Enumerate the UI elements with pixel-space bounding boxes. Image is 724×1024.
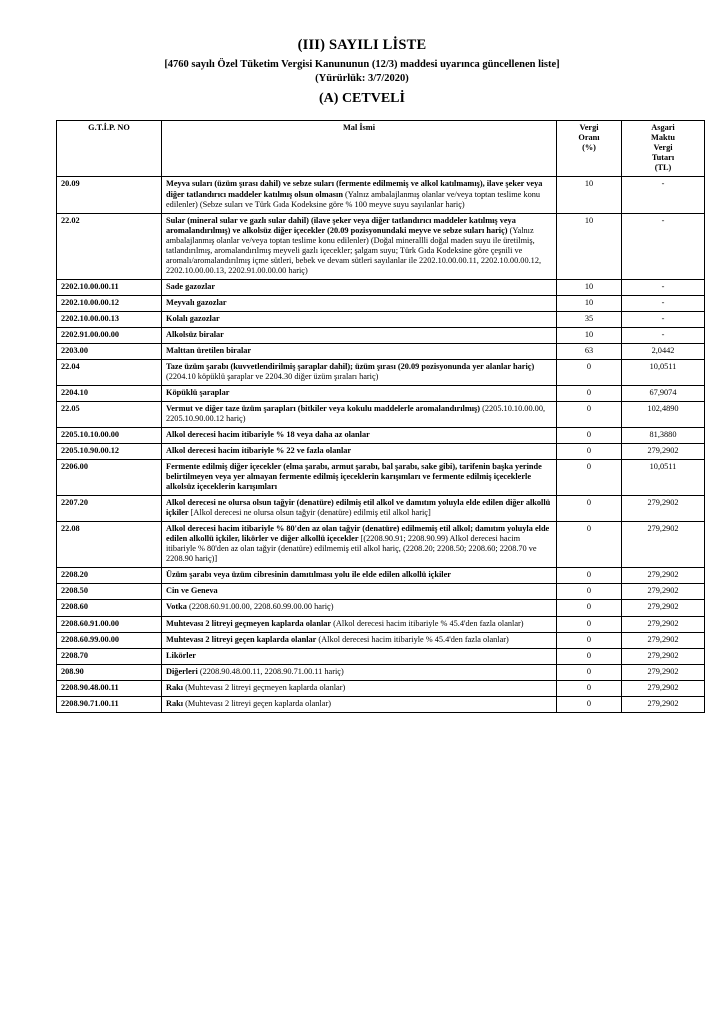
product-name-bold: Alkol derecesi hacim itibariyle % 80'den az olan tağyir (denatüre) edilmemiş etil alkol; damıtım yoluyla elde edilen alkollü içkiler, likörler ve diğer alkollü içecekler [166,524,550,544]
cell-min-fixed-tax: 279,2902 [622,664,705,680]
cell-gtip: 2208.90.48.00.11 [57,680,162,696]
table-row [57,496,705,522]
table-row [57,444,705,460]
cell-product-name [162,568,557,584]
table-row [57,428,705,444]
cell-product-name [162,428,557,444]
table-row [57,460,705,496]
cell-min-fixed-tax: - [622,327,705,343]
product-name-bold: Alkolsüz biralar [166,329,224,339]
document-header [56,36,668,108]
column-header-tax-rate-line3: (%) [582,143,596,153]
table-row [57,359,705,385]
cell-product-name [162,496,557,522]
product-name-bold: Votka [166,602,187,612]
column-header-product-name: Mal İsmi [162,121,557,177]
cell-gtip: 2202.10.00.00.12 [57,295,162,311]
product-name-bold: Muhtevası 2 litreyi geçmeyen kaplarda olanlar [166,618,332,628]
cell-tax-rate: 0 [557,600,622,616]
table-row [57,648,705,664]
product-name-note: (Alkol derecesi hacim itibariyle % 45.4'den fazla olanlar) [318,634,509,644]
table-row [57,295,705,311]
cell-gtip: 22.04 [57,359,162,385]
column-header-tax-rate-line2: Oranı [578,133,600,143]
table-row [57,402,705,428]
cell-min-fixed-tax: 279,2902 [622,648,705,664]
tax-rate-table [56,120,705,712]
table-row [57,632,705,648]
product-name-note: (2204.10 köpüklü şaraplar ve 2204.30 diğer üzüm şıraları hariç) [166,371,379,381]
product-name-note: (Alkol derecesi hacim itibariyle % 45.4'den fazla olanlar) [333,618,524,628]
cell-gtip: 208.90 [57,664,162,680]
cell-min-fixed-tax: 81,3880 [622,428,705,444]
cell-min-fixed-tax: 279,2902 [622,568,705,584]
cell-product-name [162,460,557,496]
product-name-note: (Yalnız ambalajlanmış olanlar ve/veya toptan teslime konu edilenler) (Sebze suları ve Türk Gıda Kodeksine göre % 100 meyve suyu sayılanlar hariç) [166,189,541,209]
cell-gtip: 2205.10.90.00.12 [57,444,162,460]
column-header-min-fixed-tax-line5: (TL) [654,163,672,173]
cell-product-name [162,295,557,311]
cell-min-fixed-tax: - [622,311,705,327]
column-header-min-fixed-tax-line1: Asgari [651,123,675,133]
cell-min-fixed-tax: 67,9074 [622,385,705,401]
cell-min-fixed-tax: - [622,177,705,213]
table-row [57,680,705,696]
product-name-bold: Meyva suları (üzüm şırası dahil) ve sebze suları (fermente edilmemiş ve alkol katılmamış), ilave şeker veya diğer tatlandırıcı maddeler katılmış olsun olmasın [166,179,543,199]
cell-min-fixed-tax: 279,2902 [622,522,705,568]
cell-tax-rate: 0 [557,444,622,460]
cell-gtip: 2205.10.10.00.00 [57,428,162,444]
cell-product-name [162,648,557,664]
cell-gtip: 2208.70 [57,648,162,664]
column-header-tax-rate-line1: Vergi [579,123,599,133]
product-name-bold: Alkol derecesi hacim itibariyle % 22 ve fazla olanlar [166,446,352,456]
cell-tax-rate: 0 [557,522,622,568]
table-header-row [57,121,705,177]
cell-product-name [162,680,557,696]
cell-min-fixed-tax: - [622,279,705,295]
table-row [57,522,705,568]
table-row [57,177,705,213]
cell-product-name [162,522,557,568]
table-body [57,177,705,712]
cell-product-name [162,664,557,680]
product-name-bold: Vermut ve diğer taze üzüm şarapları (bitkiler veya kokulu maddelerle aromalandırılmış) [166,404,481,414]
cell-product-name [162,696,557,712]
cell-gtip: 2202.10.00.00.13 [57,311,162,327]
cell-min-fixed-tax: 279,2902 [622,600,705,616]
product-name-note: (Muhtevası 2 litreyi geçen kaplarda olanlar) [185,698,331,708]
column-header-tax-rate [557,121,622,177]
cell-tax-rate: 0 [557,680,622,696]
cell-gtip: 2202.10.00.00.11 [57,279,162,295]
product-name-note: [Alkol derecesi ne olursa olsun tağyir (denatüre) edilmiş etil alkol hariç] [190,508,431,518]
column-header-gtip: G.T.İ.P. NO [57,121,162,177]
product-name-bold: Likörler [166,650,196,660]
table-row [57,616,705,632]
cell-product-name [162,177,557,213]
page-subtitle-law: [4760 sayılı Özel Tüketim Vergisi Kanununun (12/3) maddesi uyarınca güncellenen liste] [164,58,560,70]
table-row [57,568,705,584]
product-name-note: (2208.60.91.00.00, 2208.60.99.00.00 hariç) [188,602,334,612]
cell-min-fixed-tax: 279,2902 [622,496,705,522]
cell-product-name [162,402,557,428]
cell-min-fixed-tax: 279,2902 [622,632,705,648]
cell-gtip: 2202.91.00.00.00 [57,327,162,343]
column-header-min-fixed-tax-line2: Maktu [651,133,675,143]
cell-tax-rate: 0 [557,402,622,428]
product-name-bold: Malttan üretilen biralar [166,345,252,355]
cell-tax-rate: 0 [557,385,622,401]
table-row [57,343,705,359]
cell-tax-rate: 0 [557,648,622,664]
cell-tax-rate: 10 [557,279,622,295]
cell-gtip: 2208.60.91.00.00 [57,616,162,632]
table-row [57,664,705,680]
cell-product-name [162,385,557,401]
cell-gtip: 22.02 [57,213,162,279]
cell-gtip: 2208.90.71.00.11 [57,696,162,712]
product-name-note: (Yalnız ambalajlanmış olanlar ve/veya toptan teslime konu edilenler) (Doğal minerallli doğal maden suyu ile üretilmiş, tatlandırılmış, aromalandırılmış meyveli gazlı içecekler; şalgam suyu; Türk Gıda Kodeksine göre çeşnili ve aromalı/aromalandırılmış içme sütleri, bebek ve devam sütleri sayılanlar ile 2202.10.00.00.11, 2202.10.00.00.12, 2202.10.00.00.13, 2202.91.00.00.00 hariç) [166,225,542,275]
cell-gtip: 22.08 [57,522,162,568]
cell-tax-rate: 0 [557,496,622,522]
table-row [57,213,705,279]
cell-min-fixed-tax: 102,4890 [622,402,705,428]
table-row [57,279,705,295]
cell-tax-rate: 35 [557,311,622,327]
cell-product-name [162,327,557,343]
cell-product-name [162,279,557,295]
product-name-bold: Cin ve Geneva [166,586,218,596]
cell-gtip: 22.05 [57,402,162,428]
product-name-note: [(2208.90.91; 2208.90.99) Alkol derecesi hacim itibariyle % 80'den az olan tağyir (denatüre) edilmemiş etil alkol hariç, (2208.20; 2208.50; 2208.60; 2208.70 ve 2208.90 hariç)] [166,534,537,564]
cell-min-fixed-tax: 279,2902 [622,680,705,696]
cell-product-name [162,359,557,385]
product-name-bold: Rakı [166,698,184,708]
cell-gtip: 2206.00 [57,460,162,496]
product-name-bold: Üzüm şarabı veya üzüm cibresinin damıtılması yolu ile elde edilen alkollü içkiler [166,570,451,580]
table-header [57,121,705,177]
cell-tax-rate: 0 [557,632,622,648]
cell-tax-rate: 10 [557,177,622,213]
product-name-bold: Kolalı gazozlar [166,313,220,323]
product-name-bold: Meyvalı gazozlar [166,297,227,307]
cell-min-fixed-tax: 2,0442 [622,343,705,359]
cell-gtip: 2203.00 [57,343,162,359]
table-row [57,311,705,327]
table-row [57,327,705,343]
cell-product-name [162,600,557,616]
column-header-min-fixed-tax-line4: Tutarı [651,153,675,163]
cell-gtip: 2208.60.99.00.00 [57,632,162,648]
cell-product-name [162,343,557,359]
cell-min-fixed-tax: - [622,295,705,311]
product-name-bold: Diğerleri [166,666,198,676]
product-name-bold: Alkol derecesi hacim itibariyle % 18 veya daha az olanlar [166,430,370,440]
table-row [57,385,705,401]
cell-tax-rate: 10 [557,213,622,279]
product-name-note: (Muhtevası 2 litreyi geçmeyen kaplarda olanlar) [185,682,346,692]
cell-tax-rate: 0 [557,460,622,496]
page-subtitle-schedule: (A) CETVELİ [319,91,405,107]
product-name-note: (2208.90.48.00.11, 2208.90.71.00.11 hariç) [199,666,344,676]
cell-product-name [162,213,557,279]
cell-tax-rate: 0 [557,616,622,632]
cell-gtip: 2208.60 [57,600,162,616]
product-name-bold: Sade gazozlar [166,281,216,291]
cell-tax-rate: 10 [557,327,622,343]
product-name-bold: Alkol derecesi ne olursa olsun tağyir (denatüre) edilmiş etil alkol ve damıtım yoluyla elde edilen diğer alkollü içkiler [166,498,551,518]
cell-product-name [162,584,557,600]
product-name-bold: Köpüklü şaraplar [166,387,230,397]
cell-tax-rate: 0 [557,664,622,680]
table-row [57,696,705,712]
cell-gtip: 2204.10 [57,385,162,401]
cell-min-fixed-tax: 279,2902 [622,444,705,460]
cell-min-fixed-tax: 279,2902 [622,696,705,712]
cell-tax-rate: 0 [557,696,622,712]
table-row [57,584,705,600]
product-name-bold: Fermente edilmiş diğer içecekler (elma şarabı, armut şarabı, bal şarabı, sake gibi), tarifenin başka yerinde belirtilmeyen veya yer almayan fermente edilmiş içeceklerin karışımları ve fermente edilmiş içeceklerle alkolsüz içeceklerin karışımları [166,462,542,492]
cell-min-fixed-tax: 10,0511 [622,460,705,496]
column-header-min-fixed-tax [622,121,705,177]
cell-tax-rate: 0 [557,428,622,444]
page-subtitle-effective-date: (Yürürlük: 3/7/2020) [315,72,409,84]
column-header-min-fixed-tax-line3: Vergi [653,143,673,153]
cell-tax-rate: 0 [557,568,622,584]
cell-product-name [162,444,557,460]
product-name-note: (2205.10.10.00.00, 2205.10.90.00.12 hariç) [166,404,546,424]
cell-product-name [162,632,557,648]
cell-gtip: 20.09 [57,177,162,213]
page-title: (III) SAYILI LİSTE [297,37,427,53]
cell-tax-rate: 63 [557,343,622,359]
cell-min-fixed-tax: 279,2902 [622,616,705,632]
product-name-bold: Taze üzüm şarabı (kuvvetlendirilmiş şaraplar dahil); üzüm şırası (20.09 pozisyonunda yer alanlar hariç) [166,361,535,371]
cell-product-name [162,616,557,632]
product-name-bold: Sular (mineral sular ve gazlı sular dahil) (ilave şeker veya diğer tatlandırıcı maddeler katılmış veya aromalandırılmış) ve alkolsüz diğer içecekler (20.09 pozisyonundaki meyve ve sebze suları hariç) [166,215,516,235]
cell-min-fixed-tax: - [622,213,705,279]
product-name-bold: Muhtevası 2 litreyi geçen kaplarda olanlar [166,634,317,644]
cell-gtip: 2208.50 [57,584,162,600]
table-row [57,600,705,616]
cell-product-name [162,311,557,327]
cell-gtip: 2208.20 [57,568,162,584]
cell-gtip: 2207.20 [57,496,162,522]
cell-tax-rate: 0 [557,359,622,385]
cell-tax-rate: 10 [557,295,622,311]
cell-tax-rate: 0 [557,584,622,600]
cell-min-fixed-tax: 10,0511 [622,359,705,385]
cell-min-fixed-tax: 279,2902 [622,584,705,600]
product-name-bold: Rakı [166,682,184,692]
